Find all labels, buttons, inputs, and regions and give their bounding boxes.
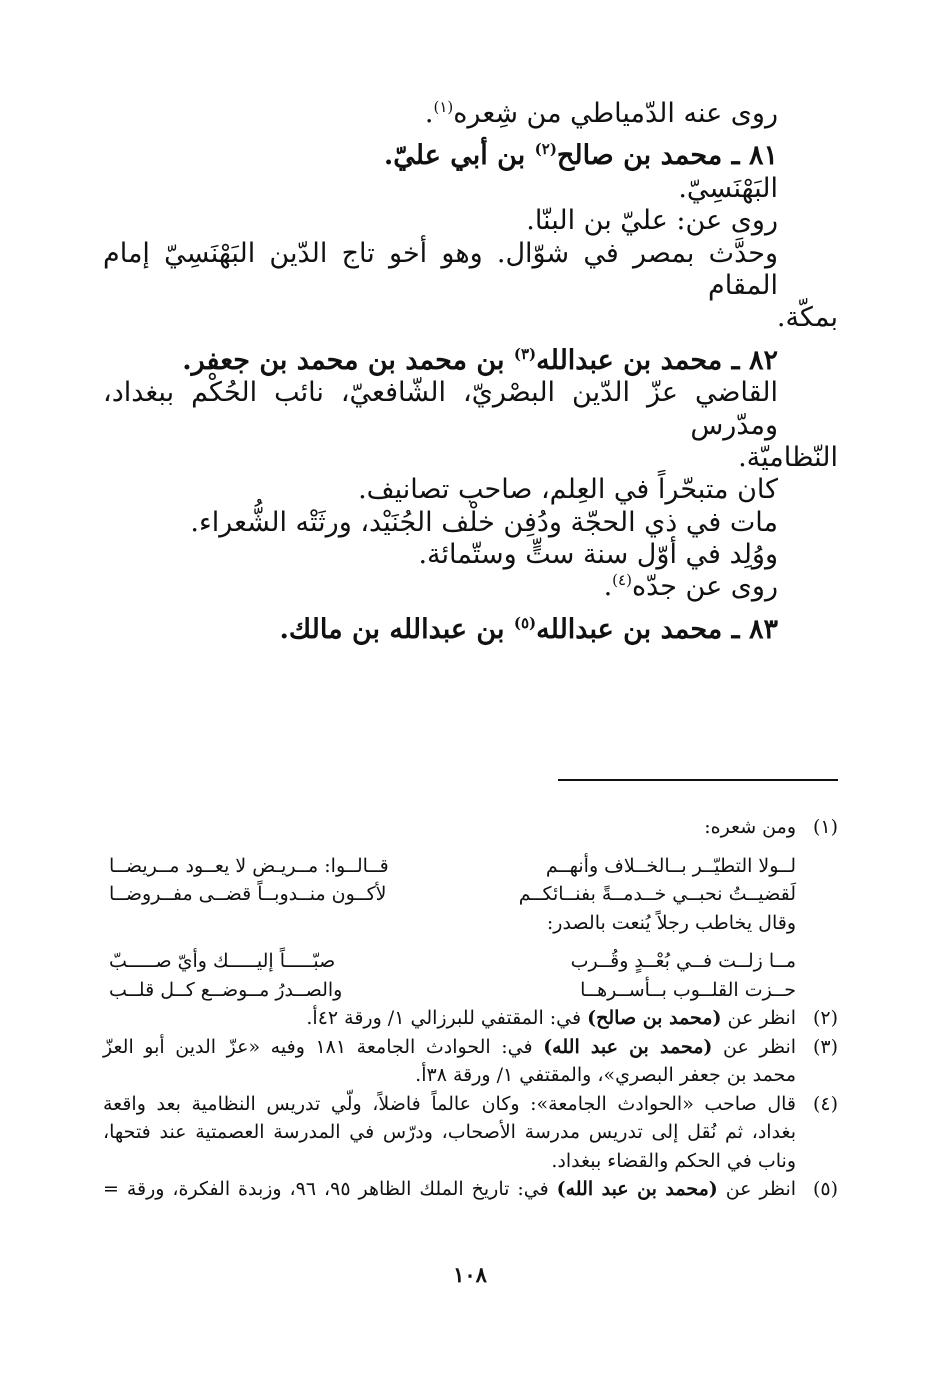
footnote-ref[interactable]: (٢) [534, 140, 557, 159]
verse-line: مــا زلــت فــي بُعْــدٍ وقُــرب صبّـــــاً إليـــــك وأيّ صـــــبّ [109, 950, 796, 972]
text-line: مات في ذي الحجّة ودُفِن خلْف الجُنَيْد، ورثَتْه الشُّعراء. [190, 506, 778, 538]
text-line: البَهْنَسِيّ. [678, 172, 778, 204]
footnote-5: (٥) انظر عن (محمد بن عبد الله) في: تاريخ الملك الظاهر ٩٥، ٩٦، وزبدة الفكرة، ورقة = [103, 1175, 838, 1204]
text-line: النّظاميّة. [738, 441, 838, 473]
entry-81-heading: ٨١ ـ محمد بن صالح$^{(٢)}$ بن أبي عليّ. [383, 140, 778, 172]
footnote-number: (٣) [812, 1035, 838, 1058]
footnotes [103, 813, 838, 1204]
footnote-ref[interactable]: (١) [433, 98, 454, 116]
text-line: ووُلِد في أوّل سنة ستٍّ وستّمائة. [418, 539, 778, 571]
text-line: روى عن: عليّ بن البنّا. [526, 205, 778, 237]
footnote-number: (٤) [812, 1092, 838, 1115]
footnote-ref[interactable]: (٣) [513, 344, 537, 363]
footnote-separator [558, 779, 838, 781]
footnote-4: (٤) قال صاحب «الحوادث الجامعة»: وكان عالماً فاضلاً، ولّي تدريس النظامية بعد واقعة بغداد، ثم نُقل إلى تدريس مدرسة الأصحاب، ودرّس في المدرسة العصمتية عند فتحها، وناب في الحكم والقضاء ببغداد. [103, 1090, 838, 1176]
text-line: روى عنه الدّمياطي من شِعره$^{(١)}$. [424, 98, 778, 129]
verse-line: لــولا التطيّــر بــالخــلاف وأنهــم قــالــوا: مــريـض لا يعــود مــريضــا [109, 854, 796, 877]
footnote-3: (٣) انظر عن (محمد بن عبد الله) في: الحوادث الجامعة ١٨١ وفيه «عزّ الدين أبو العزّ محمد بن جعفر البصري»، والمقتفي ١/ ورقة ٣٨أ. [103, 1033, 838, 1090]
footnote-number: (٥) [812, 1178, 838, 1200]
footnote-2: (٢) انظر عن (محمد بن صالح) في: المقتفي للبرزالي ١/ ورقة ٤٢أ. [103, 1004, 838, 1033]
text-line: وحدَّث بمصر في شوّال. وهو أخو تاج الدّين البَهْنَسِيّ إمام المقام [103, 237, 778, 301]
verse-line: لَقضيــتُ نحبــي خــدمــةً بفنــائكــم لأكــون منــدوبــاً قضــى مفــروضــا [109, 883, 796, 905]
verse-intro: وقال يخاطب رجلاً يُنعت بالصدر: [546, 911, 796, 934]
entry-82-heading: ٨٢ ـ محمد بن عبدالله$^{(٣)}$ بن محمد بن محمد بن جعفر. [182, 344, 778, 376]
text-line: روى عن جدّه$^{(٤)}$. [603, 571, 778, 603]
footnote-number: (٢) [812, 1007, 838, 1029]
footnote-ref[interactable]: (٥) [513, 613, 537, 632]
page-number: ١٠٨ [453, 1262, 487, 1287]
footnote-1: (١) ومن شعره: [103, 813, 838, 842]
text-line: القاضي عزّ الدّين البصْريّ، الشّافعيّ، نائب الحُكْم ببغداد، ومدّرس [103, 377, 778, 441]
text-line: بمكّة. [776, 302, 838, 334]
text-line: كان متبحّراً في العِلم، صاحب تصانيف. [358, 474, 778, 506]
main-text [103, 98, 838, 646]
entry-83-heading: ٨٣ ـ محمد بن عبدالله$^{(٥)}$ بن عبدالله بن مالك. [279, 613, 778, 645]
verse-line: حــزت القلــوب بــأســرهــا والصــدرُ مــوضــع كــل قلــب [109, 978, 796, 1001]
footnote-number: (١) [812, 816, 838, 838]
footnote-ref[interactable]: (٤) [612, 571, 632, 590]
